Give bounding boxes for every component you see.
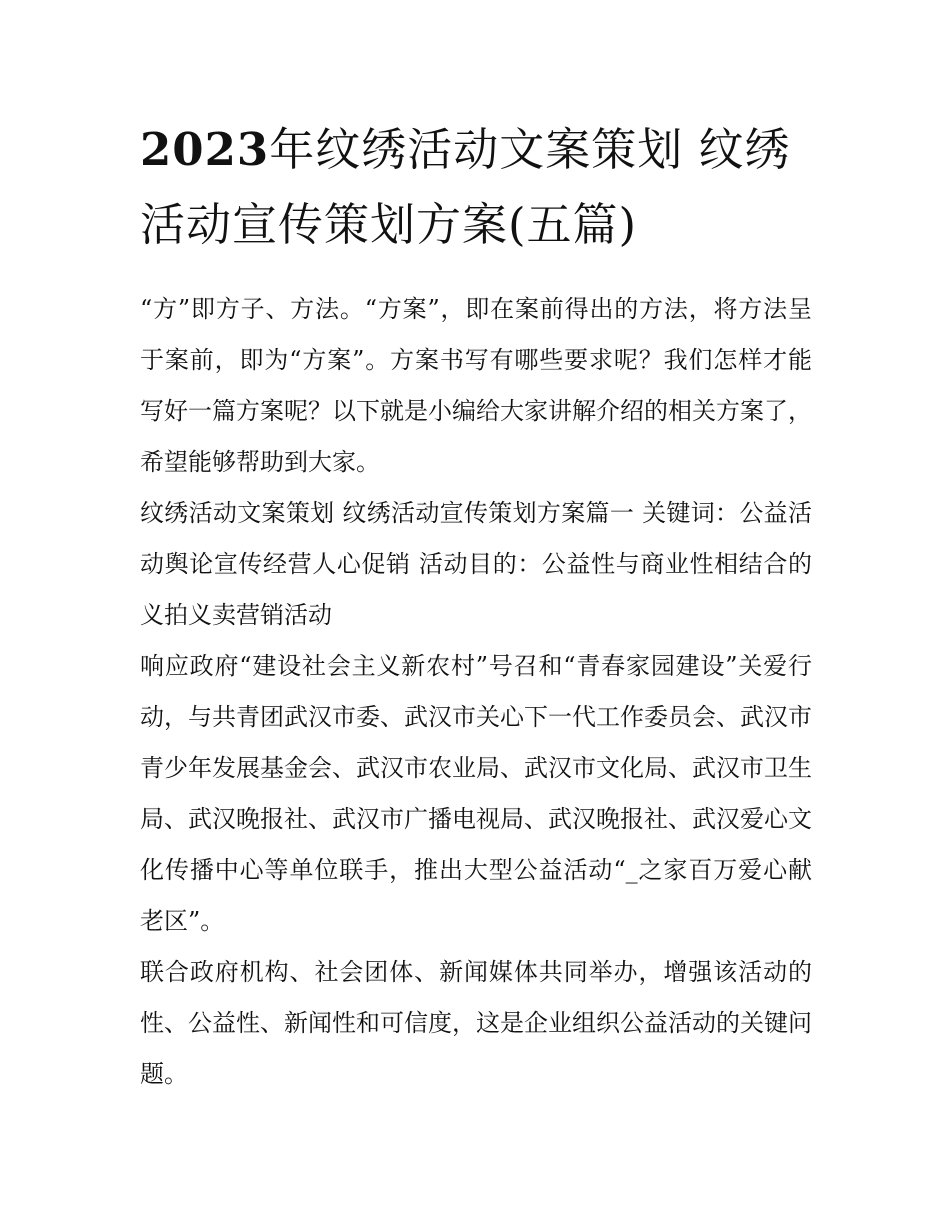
campaign-description-paragraph: 响应政府“建设社会主义新农村”号召和“青春家园建设”关爱行动，与共青团武汉市委、武汉市关心下一代工作委员会、武汉市青少年发展基金会、武汉市农业局、武汉市文化局、武汉市卫生局、武汉晚报社、武汉市广播电视局、武汉晚报社、武汉爱心文化传播中心等单位联手，推出大型公益活动“_之家百万爱心献老区”。 bbox=[140, 652, 812, 935]
intro-paragraph: “方”即方子、方法。“方案”，即在案前得出的方法，将方法呈于案前，即为“方案”。方案书写有哪些要求呢？我们怎样才能写好一篇方案呢？以下就是小编给大家讲解介绍的相关方案了，希望能够帮助到大家。 bbox=[140, 295, 812, 476]
document-title bbox=[140, 112, 812, 262]
title-year: 2023 bbox=[140, 123, 270, 176]
section-one-heading-paragraph: 纹绣活动文案策划 纹绣活动宣传策划方案篇一 关键词：公益活动舆论宣传经营人心促销 活动目的：公益性与商业性相结合的义拍义卖营销活动 bbox=[140, 499, 812, 629]
document-body bbox=[140, 284, 812, 1100]
title-text: 年纹绣活动文案策划 纹绣活动宣传策划方案(五篇) bbox=[140, 123, 791, 251]
partnership-paragraph: 联合政府机构、社会团体、新闻媒体共同举办，增强该活动的性、公益性、新闻性和可信度，这是企业组织公益活动的关键问题。 bbox=[140, 958, 812, 1088]
document-page bbox=[140, 112, 812, 1100]
